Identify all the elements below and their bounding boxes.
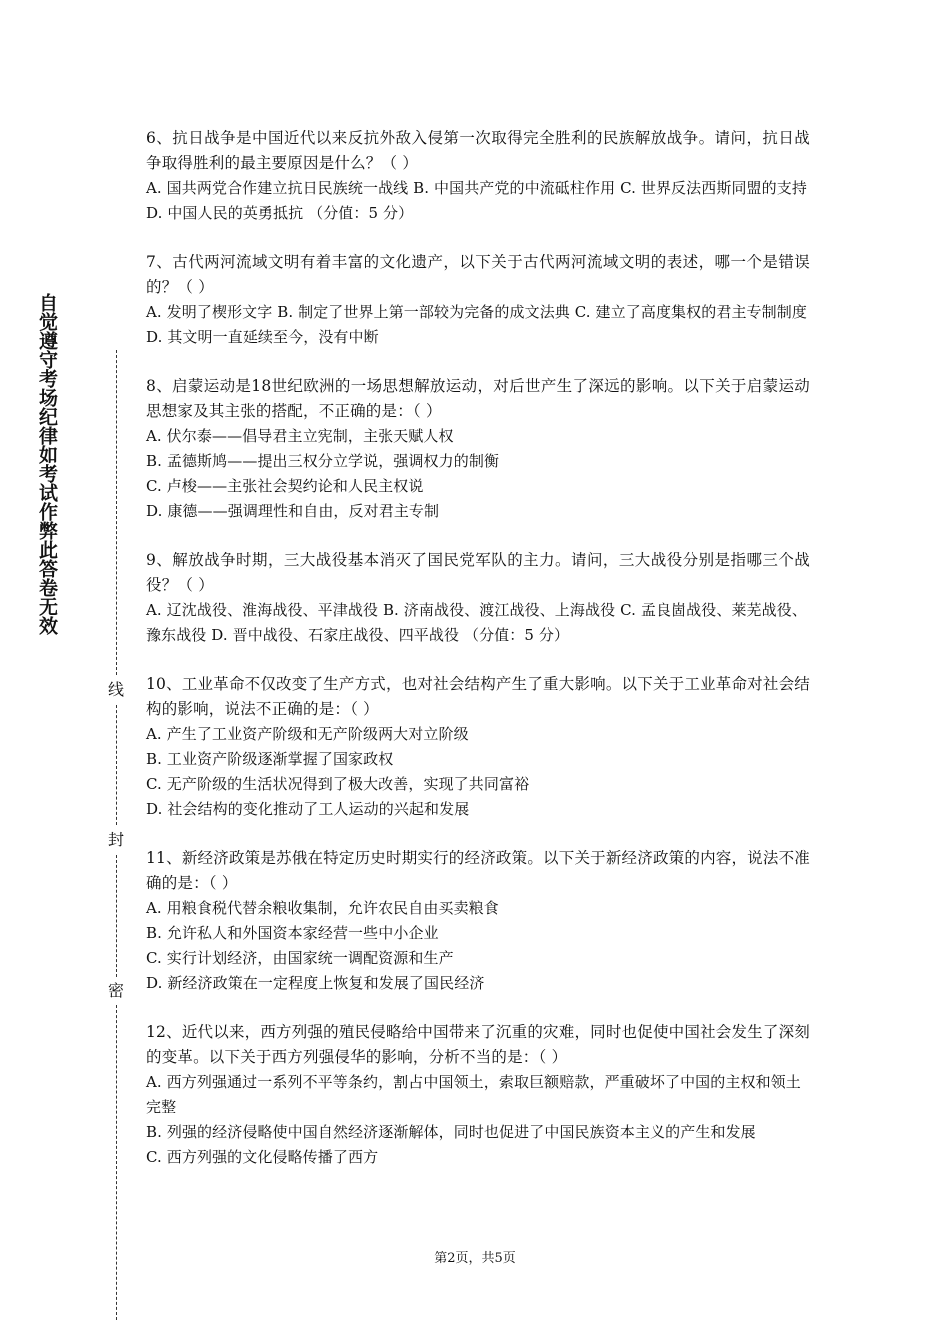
dashed-segment [116,1005,117,1320]
option-a: A. 西方列强通过一系列不平等条约，割占中国领土，索取巨额赔款，严重破坏了中国的主权和领土完整 [146,1073,801,1116]
question-stem: 12、近代以来，西方列强的殖民侵略给中国带来了沉重的灾难，同时也促使中国社会发生了深刻的变革。以下关于西方列强侵华的影响，分析不当的是：（ ） [146,1023,810,1066]
option-d: D. 社会结构的变化推动了工人运动的兴起和发展 [146,800,470,818]
question-stem: 7、古代两河流域文明有着丰富的文化遗产，以下关于古代两河流域文明的表述，哪一个是错误的？（ ） [146,253,810,296]
page-number: 第2页，共5页 [434,1251,516,1266]
question-stem: 11、新经济政策是苏俄在特定历史时期实行的经济政策。以下关于新经济政策的内容，说法不准确的是：（ ） [146,849,810,892]
binding-label-secret: 密 [107,981,124,1000]
option-c: C. 实行计划经济，由国家统一调配资源和生产 [146,949,454,967]
option-b: B. 工业资产阶级逐渐掌握了国家政权 [146,750,394,768]
binding-label-seal: 封 [107,830,124,849]
option-b: B. 孟德斯鸠——提出三权分立学说，强调权力的制衡 [146,452,500,470]
option-d: D. 康德——强调理性和自由，反对君主专制 [146,502,440,520]
question-options: A. 发明了楔形文字 B. 制定了世界上第一部较为完备的成文法典 C. 建立了高度集权的君主专制制度 D. 其文明一直延续至今，没有中断 [146,303,807,346]
question-list [146,126,810,1194]
question-stem: 6、抗日战争是中国近代以来反抗外敌入侵第一次取得完全胜利的民族解放战争。请问，抗日战争取得胜利的最主要原因是什么？（ ） [146,129,810,172]
option-c: C. 卢梭——主张社会契约论和人民主权说 [146,477,424,495]
option-a: A. 产生了工业资产阶级和无产阶级两大对立阶级 [146,725,469,743]
question-12 [146,1020,810,1170]
option-b: B. 列强的经济侵略使中国自然经济逐渐解体，同时也促进了中国民族资本主义的产生和发展 [146,1123,756,1141]
dashed-segment [116,350,117,675]
option-d: D. 新经济政策在一定程度上恢复和发展了国民经济 [146,974,485,992]
question-8 [146,374,810,524]
question-11 [146,846,810,996]
question-stem: 9、解放战争时期，三大战役基本消灭了国民党军队的主力。请问，三大战役分别是指哪三个战役？（ ） [146,551,810,594]
dashed-segment [116,855,117,977]
question-10 [146,672,810,822]
question-7 [146,250,810,350]
option-a: A. 用粮食税代替余粮收集制，允许农民自由买卖粮食 [146,899,499,917]
dashed-segment [116,705,117,825]
binding-label-line: 线 [107,680,124,699]
question-stem: 10、工业革命不仅改变了生产方式，也对社会结构产生了重大影响。以下关于工业革命对社会结构的影响，说法不正确的是：（ ） [146,675,810,718]
option-c: C. 西方列强的文化侵略传播了西方 [146,1148,379,1166]
question-9 [146,548,810,648]
question-stem: 8、启蒙运动是18世纪欧洲的一场思想解放运动，对后世产生了深远的影响。以下关于启蒙运动思想家及其主张的搭配，不正确的是：（ ） [146,377,810,420]
option-c: C. 无产阶级的生活状况得到了极大改善，实现了共同富裕 [146,775,530,793]
question-6 [146,126,810,226]
option-b: B. 允许私人和外国资本家经营一些中小企业 [146,924,439,942]
exam-discipline-notice: 自觉遵守考场纪律如考试作弊此答卷无效 [36,293,58,635]
question-options: A. 辽沈战役、淮海战役、平津战役 B. 济南战役、渡江战役、上海战役 C. 孟良崮战役、莱芜战役、豫东战役 D. 晋中战役、石家庄战役、四平战役 （分值：5 分） [146,601,807,644]
question-options: A. 国共两党合作建立抗日民族统一战线 B. 中国共产党的中流砥柱作用 C. 世界反法西斯同盟的支持 D. 中国人民的英勇抵抗 （分值：5 分） [146,179,807,222]
option-a: A. 伏尔泰——倡导君主立宪制，主张天赋人权 [146,427,454,445]
